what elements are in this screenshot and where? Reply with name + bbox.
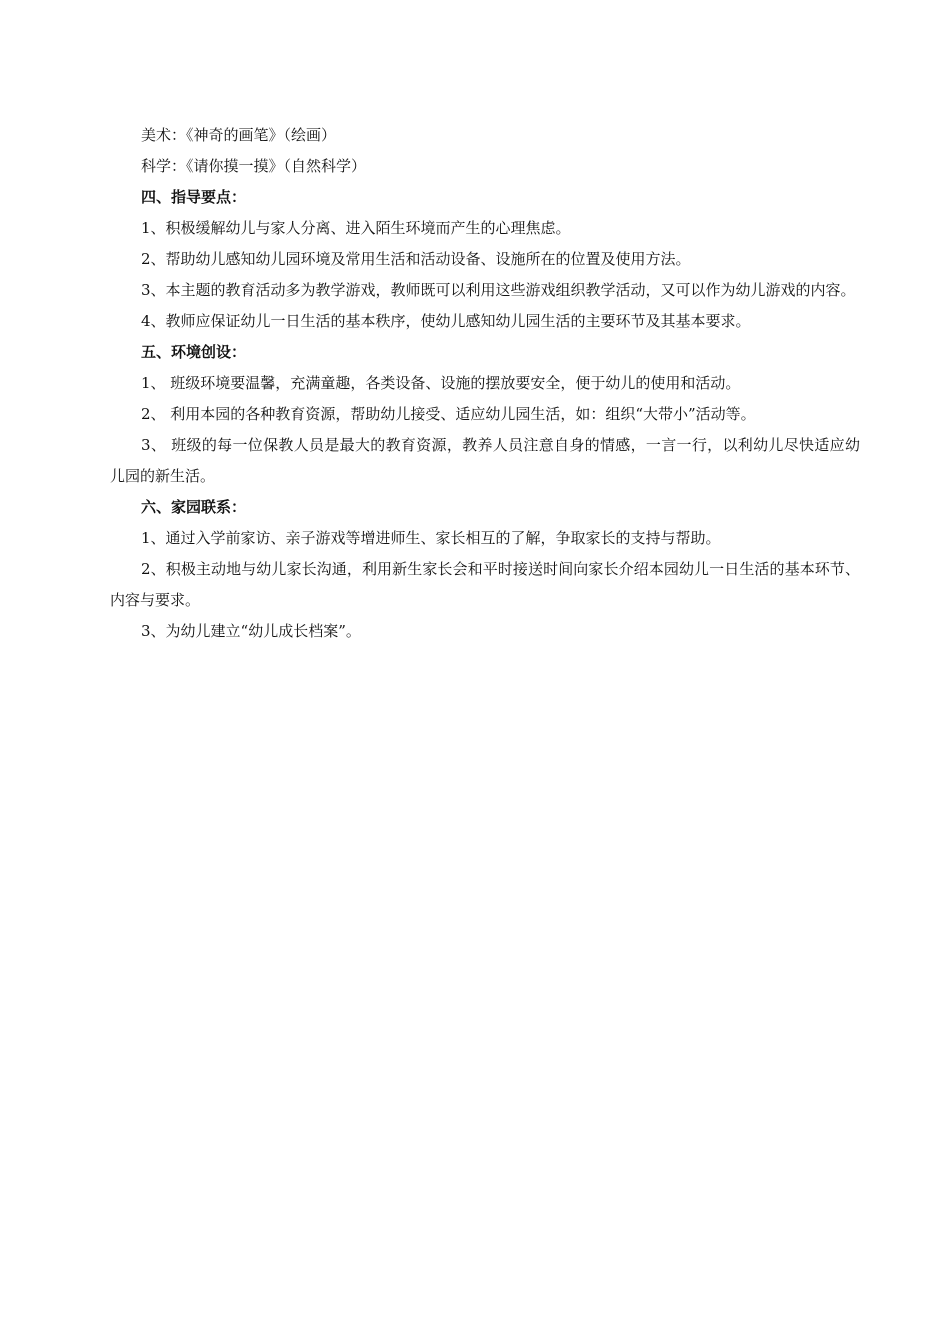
science-activity-line: 科学：《请你摸一摸》（自然科学）: [141, 157, 367, 175]
home-school-item-3: 3、为幼儿建立“幼儿成长档案”。: [141, 622, 361, 640]
guidance-item-1: 1、积极缓解幼儿与家人分离、进入陌生环境而产生的心理焦虑。: [141, 219, 571, 237]
environment-item-3: 3、 班级的每一位保教人员是最大的教育资源，教养人员注意自身的情感，一言一行，以利幼儿尽快适应幼儿园的新生活。: [110, 436, 860, 485]
art-activity-line: 美术：《神奇的画笔》（绘画）: [141, 126, 337, 144]
guidance-item-2: 2、帮助幼儿感知幼儿园环境及常用生活和活动设备、设施所在的位置及使用方法。: [141, 250, 691, 268]
section-heading-home-school: 六、家园联系：: [141, 498, 247, 516]
guidance-item-4: 4、教师应保证幼儿一日生活的基本秩序，使幼儿感知幼儿园生活的主要环节及其基本要求。: [141, 312, 751, 330]
guidance-item-3: 3、本主题的教育活动多为教学游戏，教师既可以利用这些游戏组织教学活动，又可以作为幼儿游戏的内容。: [141, 281, 856, 299]
home-school-item-1: 1、通过入学前家访、亲子游戏等增进师生、家长相互的了解，争取家长的支持与帮助。: [141, 529, 721, 547]
section-heading-guidance: 四、指导要点：: [141, 188, 247, 206]
environment-item-1: 1、 班级环境要温馨，充满童趣，各类设备、设施的摆放要安全，便于幼儿的使用和活动。: [141, 374, 741, 392]
home-school-item-2: 2、积极主动地与幼儿家长沟通，利用新生家长会和平时接送时间向家长介绍本园幼儿一日生活的基本环节、内容与要求。: [110, 560, 860, 609]
section-heading-environment: 五、环境创设：: [141, 343, 247, 361]
environment-item-2: 2、 利用本园的各种教育资源，帮助幼儿接受、适应幼儿园生活，如：组织“大带小”活动等。: [141, 405, 756, 423]
